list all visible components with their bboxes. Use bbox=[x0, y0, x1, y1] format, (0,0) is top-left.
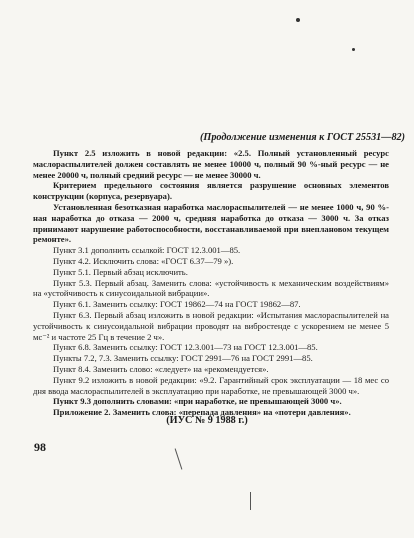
scan-speck bbox=[352, 48, 355, 51]
paragraph: Приложение 2. Заменить слова: «перепада давления» на «потери давления». bbox=[53, 407, 351, 418]
page-header: (Продолжение изменения к ГОСТ 25531—82) bbox=[200, 132, 406, 143]
paragraph: Установленная безотказная наработка маслораспылителей — не менее 1000 ч, 90 %-ная наработка до отказа — 2000 ч, средняя наработка до отказа — 3000 ч. За отказ принимают нарушение работоспособности, восстанавливаемой при внеплановом текущем ремонте». bbox=[33, 201, 389, 245]
paragraph: Пункт 6.3. Первый абзац изложить в новой редакции: «Испытания маслораспылителей на устойчивость к синусоидальной вибрации проводят на вибростенде с ускорением не менее 5 мс⁻² и частоте 25 Гц в течение 2 ч». bbox=[33, 309, 389, 342]
paragraph: Пункт 2.5 изложить в новой редакции: «2.5. Полный установленный ресурс маслораспылителей должен составлять не менее 10000 ч, полный 90 %-ный ресурс — не менее 20000 ч, полный средний ресурс — не менее 30000 ч. bbox=[33, 148, 389, 180]
scan-mark bbox=[250, 492, 251, 510]
paragraph: Пункт 6.1. Заменить ссылку: ГОСТ 19862—74 на ГОСТ 19862—87. bbox=[53, 299, 301, 310]
paragraph: Пункт 6.8. Заменить ссылку: ГОСТ 12.3.001—73 на ГОСТ 12.3.001—85. bbox=[53, 342, 318, 353]
paragraph: Пункты 7.2, 7.3. Заменить ссылку: ГОСТ 2991—76 на ГОСТ 2991—85. bbox=[53, 353, 313, 364]
paragraph: Пункт 4.2. Исключить слова: «ГОСТ 6.37—79 »). bbox=[53, 255, 234, 266]
paragraph: Пункт 5.1. Первый абзац исключить. bbox=[53, 266, 188, 277]
body-text bbox=[33, 148, 389, 418]
paragraph: Пункт 5.3. Первый абзац. Заменить слова: «устойчивость к механическим воздействиям» на «устойчивость к синусоидальной вибрации». bbox=[33, 277, 389, 299]
issue-reference: (ИУС № 9 1988 г.) bbox=[166, 415, 248, 426]
paragraph: Критерием предельного состояния является разрушение основных элементов конструкции (корпуса, резервуара). bbox=[33, 180, 389, 202]
scan-mark bbox=[175, 448, 183, 469]
page-number: 98 bbox=[34, 440, 46, 454]
scan-speck bbox=[296, 18, 300, 22]
paragraph: Пункт 3.1 дополнить ссылкой: ГОСТ 12.3.001—85. bbox=[53, 245, 241, 256]
paragraph: Пункт 8.4. Заменить слово: «следует» на «рекомендуется». bbox=[53, 363, 269, 374]
paragraph: Пункт 9.2 изложить в новой редакции: «9.2. Гарантийный срок эксплуатации — 18 мес со дня ввода маслораспылителей в эксплуатацию при наработке, не превышающей 3000 ч». bbox=[33, 374, 389, 396]
paragraph: Пункт 9.3 дополнить словами: «при наработке, не превышающей 3000 ч». bbox=[53, 396, 342, 407]
